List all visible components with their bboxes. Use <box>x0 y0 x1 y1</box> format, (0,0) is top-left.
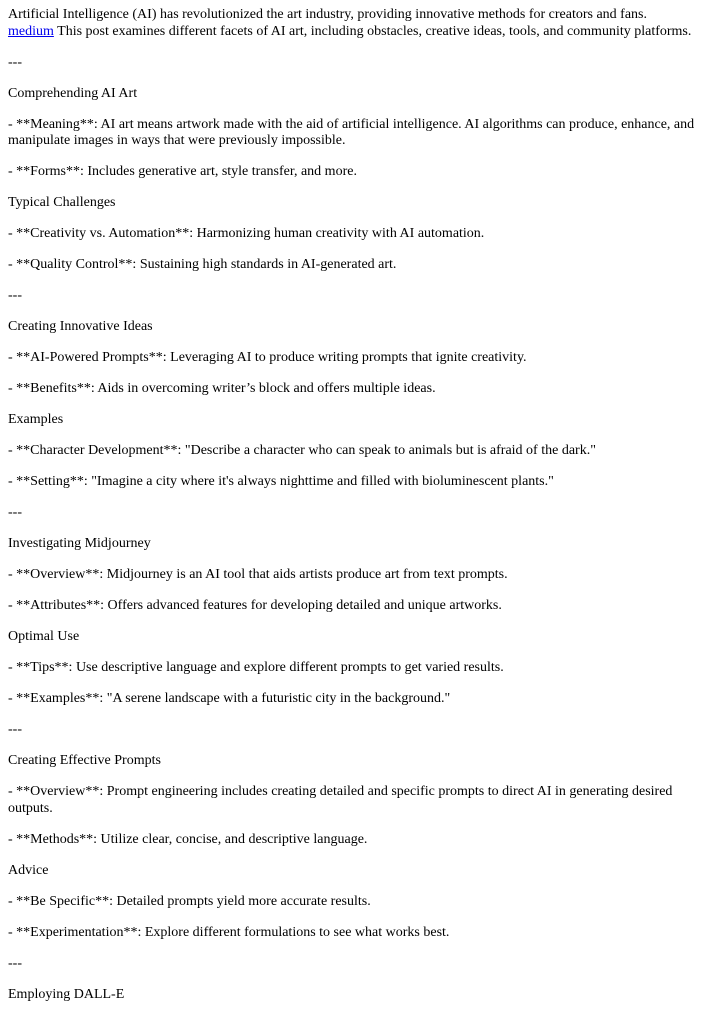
section-heading: Creating Innovative Ideas <box>8 319 153 334</box>
content-blocks <box>8 55 696 1004</box>
list-item: - **AI-Powered Prompts**: Leveraging AI to produce writing prompts that ignite creativity. <box>8 350 527 365</box>
section-heading: Typical Challenges <box>8 195 116 210</box>
list-item: - **Character Development**: "Describe a character who can speak to animals but is afraid of the dark." <box>8 443 596 458</box>
section-divider: --- <box>8 54 22 70</box>
list-item: - **Tips**: Use descriptive language and explore different prompts to get varied results. <box>8 660 504 675</box>
section-divider: --- <box>8 505 22 520</box>
list-item: - **Forms**: Includes generative art, style transfer, and more. <box>8 164 357 179</box>
section-heading: Examples <box>8 412 64 427</box>
list-item: - **Creativity vs. Automation**: Harmonizing human creativity with AI automation. <box>8 226 485 241</box>
list-item: - **Benefits**: Aids in overcoming writer’s block and offers multiple ideas. <box>8 381 436 396</box>
intro-text-continued: This post examines different facets of AI art, including obstacles, creative ideas, tools, and community platforms. <box>53 23 692 39</box>
section-divider: --- <box>8 955 22 971</box>
section-heading: Advice <box>8 862 49 878</box>
list-item: - **Examples**: "A serene landscape with a futuristic city in the background." <box>8 691 451 706</box>
list-item: - **Attributes**: Offers advanced features for developing detailed and unique artworks. <box>8 598 502 613</box>
medium-link[interactable]: medium <box>8 23 54 39</box>
list-item: - **Meaning**: AI art means artwork made with the aid of artificial intelligence. AI algorithms can produce, enhance, and manipulate images in ways that were previously impossible. <box>8 116 695 148</box>
list-item: - **Be Specific**: Detailed prompts yield more accurate results. <box>8 893 371 909</box>
section-heading: Creating Effective Prompts <box>8 753 161 768</box>
section-divider: --- <box>8 722 22 737</box>
intro-text: Artificial Intelligence (AI) has revolutionized the art industry, providing innovative methods for creators and fans. <box>8 7 648 22</box>
list-item: - **Quality Control**: Sustaining high standards in AI-generated art. <box>8 257 397 272</box>
section-heading: Optimal Use <box>8 629 80 644</box>
list-item: - **Overview**: Midjourney is an AI tool that aids artists produce art from text prompts. <box>8 567 508 582</box>
list-item: - **Overview**: Prompt engineering includes creating detailed and specific prompts to direct AI in generating desired outputs. <box>8 784 673 816</box>
section-heading: Investigating Midjourney <box>8 536 151 551</box>
list-item: - **Methods**: Utilize clear, concise, and descriptive language. <box>8 831 368 847</box>
section-heading: Employing DALL-E <box>8 986 125 1002</box>
section-divider: --- <box>8 288 22 303</box>
intro-paragraph <box>8 7 696 40</box>
list-item: - **Experimentation**: Explore different formulations to see what works best. <box>8 924 450 940</box>
list-item: - **Setting**: "Imagine a city where it's always nighttime and filled with bioluminescent plants." <box>8 474 554 489</box>
section-heading: Comprehending AI Art <box>8 85 138 101</box>
